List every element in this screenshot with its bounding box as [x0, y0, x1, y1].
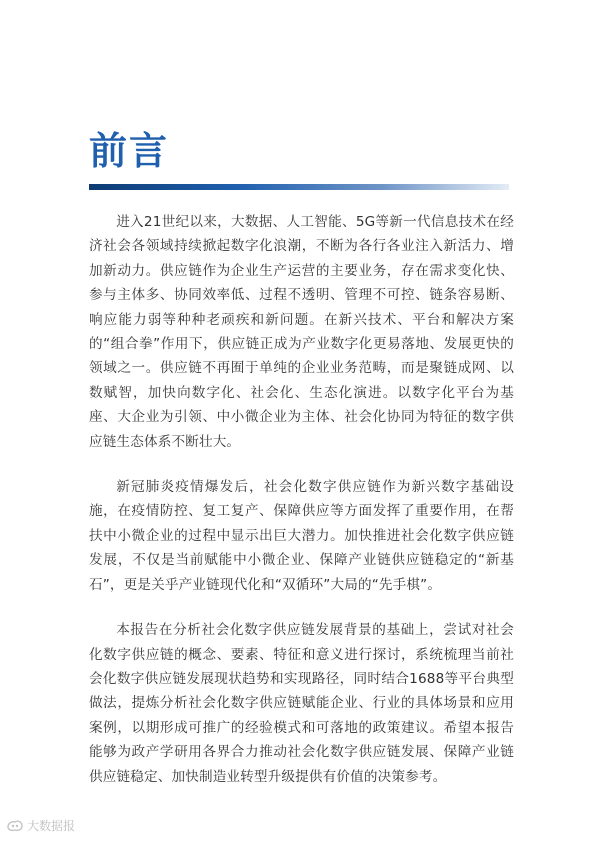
paragraph-3: 本报告在分析社会化数字供应链发展背景的基础上，尝试对社会化数字供应链的概念、要素、特征和意义进行探讨，系统梳理当前社会化数字供应链发展现状趋势和实现路径，同时结合1688等平台典型做法，提炼分析社会化数字供应链赋能企业、行业的具体场景和应用案例，以期形成可推广的经验模式和可落地的政策建议。希望本报告能够为政产学研用各界合力推动社会化数字供应链发展、保障产业链供应链稳定、加快制造业转型升级提供有价值的决策参考。 [89, 622, 514, 785]
paragraph-2: 新冠肺炎疫情爆发后，社会化数字供应链作为新兴数字基础设施，在疫情防控、复工复产、保障供应等方面发挥了重要作用，在帮扶中小微企业的过程中显示出巨大潜力。加快推进社会化数字供应链发展，不仅是当前赋能中小微企业、保障产业链供应链稳定的“新基石”，更是关乎产业链现代化和“双循环”大局的“先手棋”。 [89, 479, 514, 593]
title-divider [89, 184, 509, 190]
body-text [89, 210, 514, 810]
watermark-text: 大数据报 [27, 819, 76, 833]
page-title: 前言 [89, 129, 170, 173]
watermark-logo-icon [6, 819, 24, 833]
paragraph-1: 进入21世纪以来，大数据、人工智能、5G等新一代信息技术在经济社会各领域持续掀起数字化浪潮，不断为各行各业注入新活力、增加新动力。供应链作为企业生产运营的主要业务，存在需求变化快、参与主体多、协同效率低、过程不透明、管理不可控、链条容易断、响应能力弱等种种老顽疾和新问题。在新兴技术、平台和解决方案的“组合拳”作用下，供应链正成为产业数字化更易落地、发展更快的领域之一。供应链不再囿于单纯的企业业务范畴，而是聚链成网、以数赋智，加快向数字化、社会化、生态化演进。以数字化平台为基座、大企业为引领、中小微企业为主体、社会化协同为特征的数字供应链生态体系不断壮大。 [89, 214, 514, 450]
watermark [6, 818, 75, 834]
